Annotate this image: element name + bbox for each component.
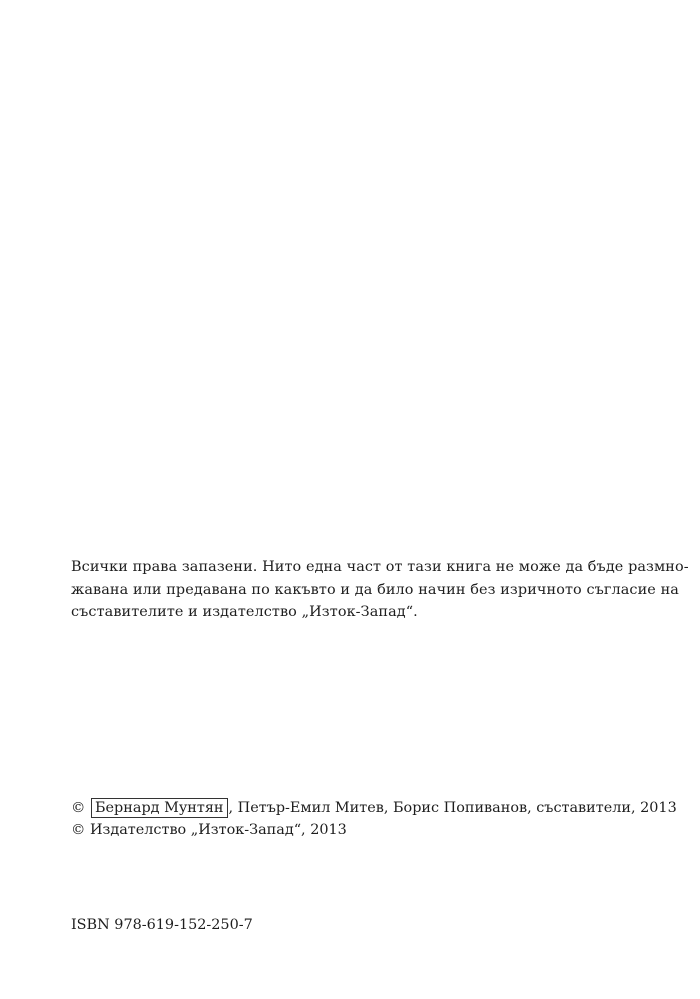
compilers-copyright-line <box>71 797 677 819</box>
compilers-list: , Петър-Емил Митев, Борис Попиванов, съставители, 2013 <box>228 800 677 816</box>
rights-notice-line-1: Всички права запазени. Нито една част от тази книга не може да бъде размно- <box>71 559 689 575</box>
publisher-copyright-line: © Издателство „Изток-Запад“, 2013 <box>71 822 347 838</box>
rights-notice-line-2: жавана или предавана по какъвто и да било начин без изричното съгласие на <box>71 581 679 598</box>
rights-notice-line-3: съставителите и издателство „Изток-Запад“. <box>71 604 418 620</box>
copyright-symbol: © <box>71 800 86 816</box>
copyright-block <box>71 797 677 841</box>
author-link-bernard-muntyan[interactable]: Бернард Мунтян <box>91 798 228 818</box>
isbn-number: ISBN 978-619-152-250-7 <box>71 917 253 933</box>
rights-reserved-notice <box>71 556 689 624</box>
